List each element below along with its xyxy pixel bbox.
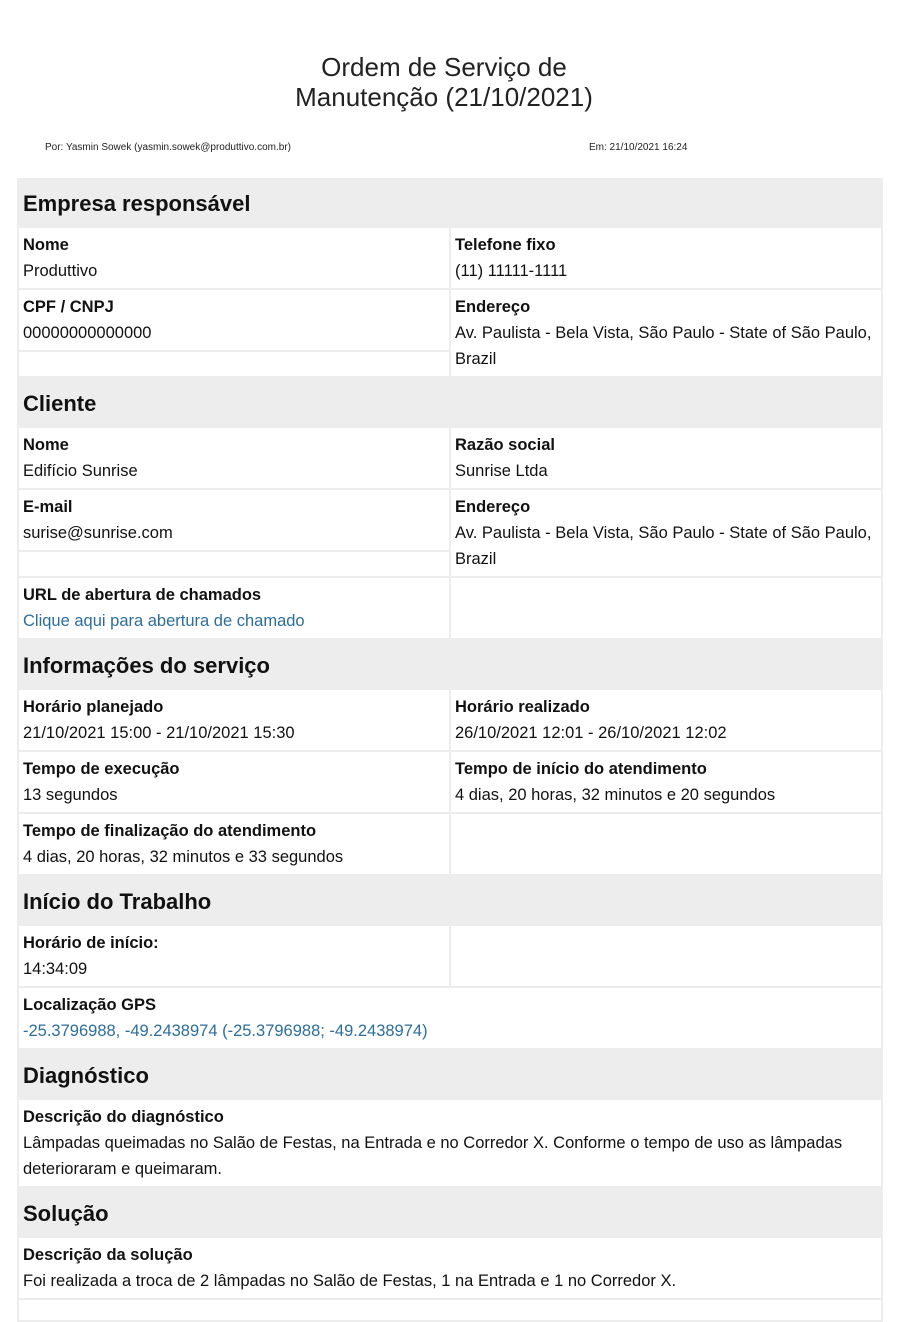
section-diagnostico (17, 1050, 883, 1188)
field-label: Endereço (455, 298, 531, 316)
empty-cell (19, 352, 449, 376)
section-title: Cliente (23, 391, 97, 416)
field-label: Descrição do diagnóstico (23, 1108, 224, 1126)
field-label: Tempo de finalização do atendimento (23, 822, 317, 840)
field-value: 13 segundos (23, 786, 118, 804)
field-label: Tempo de início do atendimento (455, 760, 707, 778)
field-value: 26/10/2021 12:01 - 26/10/2021 12:02 (455, 724, 727, 742)
section-inicio-trabalho (17, 876, 883, 1050)
field-email (19, 490, 449, 550)
field-label: Endereço (455, 498, 531, 516)
field-cpf-cnpj (19, 290, 449, 350)
field-label: Nome (23, 236, 69, 254)
field-nome (19, 428, 449, 488)
field-value: Av. Paulista - Bela Vista, São Paulo - State of São Paulo, Brazil (455, 324, 872, 368)
field-endereco (451, 290, 881, 376)
section-solucao (17, 1188, 883, 1322)
section-cliente (17, 378, 883, 640)
empty-cell (19, 552, 449, 576)
section-title: Empresa responsável (23, 191, 251, 216)
empty-cell (451, 578, 881, 638)
author-info: Por: Yasmin Sowek (yasmin.sowek@produttivo.com.br) (45, 142, 291, 153)
field-value: 14:34:09 (23, 960, 88, 978)
field-label: Horário planejado (23, 698, 164, 716)
open-ticket-link[interactable]: Clique aqui para abertura de chamado (23, 612, 305, 630)
field-telefone (451, 228, 881, 288)
field-value: Av. Paulista - Bela Vista, São Paulo - State of São Paulo, Brazil (455, 524, 872, 568)
field-label: CPF / CNPJ (23, 298, 114, 316)
field-value: 4 dias, 20 horas, 32 minutos e 20 segundos (455, 786, 776, 804)
document-title-line2: Manutenção (21/10/2021) (295, 82, 593, 112)
section-empresa (17, 178, 883, 378)
field-descricao-diagnostico (19, 1100, 881, 1186)
field-value: Foi realizada a troca de 2 lâmpadas no Salão de Festas, 1 na Entrada e 1 no Corredor X. (23, 1272, 677, 1290)
field-localizacao-gps (19, 988, 881, 1048)
field-horario-realizado (451, 690, 881, 750)
section-title: Início do Trabalho (23, 889, 212, 914)
field-descricao-solucao (19, 1238, 881, 1298)
gps-location-link[interactable]: -25.3796988, -49.2438974 (-25.3796988; -49.2438974) (23, 1022, 428, 1040)
section-title: Informações do serviço (23, 653, 270, 678)
empty-cell (451, 926, 881, 986)
field-horario-planejado (19, 690, 449, 750)
field-label: URL de abertura de chamados (23, 586, 262, 604)
field-label: Razão social (455, 436, 555, 454)
section-title: Solução (23, 1201, 109, 1226)
field-value: 00000000000000 (23, 324, 152, 342)
field-label: Telefone fixo (455, 236, 556, 254)
field-tempo-inicio (451, 752, 881, 812)
field-value: (11) 11111-1111 (455, 262, 568, 280)
field-label: Tempo de execução (23, 760, 180, 778)
empty-cell (19, 1300, 881, 1320)
field-label: Horário realizado (455, 698, 590, 716)
field-label: Localização GPS (23, 996, 156, 1014)
section-title: Diagnóstico (23, 1063, 149, 1088)
field-value: 4 dias, 20 horas, 32 minutos e 33 segundos (23, 848, 344, 866)
field-razao-social (451, 428, 881, 488)
field-value: Edifício Sunrise (23, 462, 138, 480)
empty-cell (451, 814, 881, 874)
report-body (17, 178, 883, 1322)
field-nome (19, 228, 449, 288)
field-label: Horário de início: (23, 934, 159, 952)
field-value: surise@sunrise.com (23, 524, 173, 542)
field-value: Lâmpadas queimadas no Salão de Festas, na Entrada e no Corredor X. Conforme o tempo de uso as lâmpadas deterioraram e queimaram. (23, 1134, 843, 1178)
section-servico (17, 640, 883, 876)
field-url-chamados (19, 578, 449, 638)
field-value: 21/10/2021 15:00 - 21/10/2021 15:30 (23, 724, 295, 742)
field-tempo-finalizacao (19, 814, 449, 874)
document-title (0, 52, 888, 112)
field-value: Produttivo (23, 262, 98, 280)
created-date: Em: 21/10/2021 16:24 (589, 142, 688, 153)
field-label: Nome (23, 436, 69, 454)
field-label: E-mail (23, 498, 73, 516)
field-label: Descrição da solução (23, 1246, 193, 1264)
field-endereco (451, 490, 881, 576)
field-horario-inicio (19, 926, 449, 986)
field-tempo-execucao (19, 752, 449, 812)
document-title-line1: Ordem de Serviço de (321, 52, 567, 82)
field-value: Sunrise Ltda (455, 462, 548, 480)
